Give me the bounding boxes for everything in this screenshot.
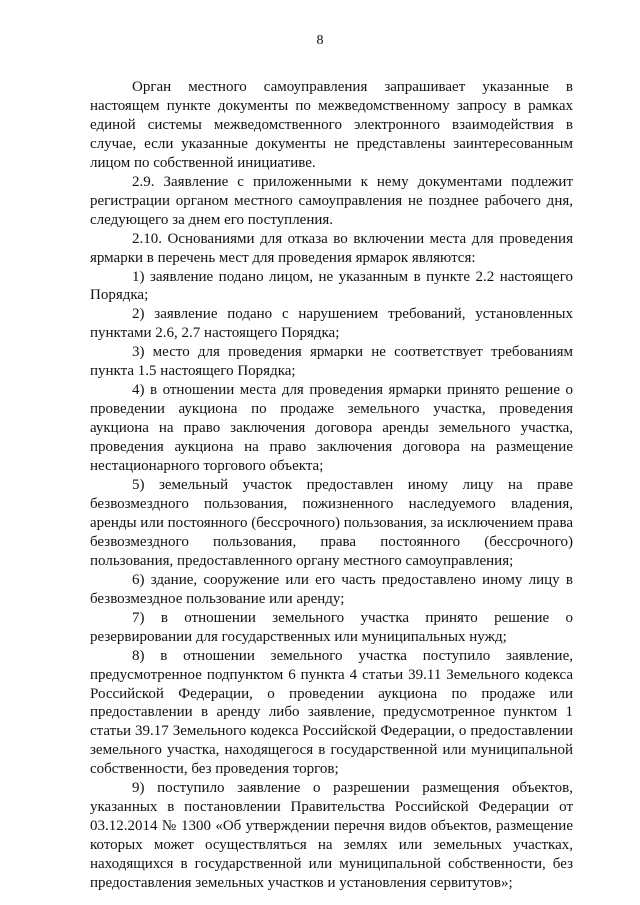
list-item-9: 9) поступило заявление о разрешении размещения объектов, указанных в постановлении Правительства Российской Федерации от 03.12.2014 № 1300 «Об утверждении перечня видов объектов, размещение которых может осуществляться на землях или земельных участках, находящихся в государственной или муниципальной собственности, без предоставления земельных участков и установления сервитутов»;: [90, 780, 573, 892]
list-item-2: 2) заявление подано с нарушением требований, установленных пунктами 2.6, 2.7 настоящего Порядка;: [90, 306, 573, 342]
list-item-5: 5) земельный участок предоставлен иному лицу на праве безвозмездного пользования, пожизненного наследуемого владения, аренды или постоянного (бессрочного) пользования, за исключением права безвозмездного пользования, права постоянного (бессрочного) пользования, предоставленного органу местного самоуправления;: [90, 477, 573, 569]
page-number: 8: [316, 33, 324, 48]
list-item-3: 3) место для проведения ярмарки не соответствует требованиям пункта 1.5 настоящего Порядка;: [90, 344, 573, 380]
document-body: [90, 78, 573, 893]
list-item-7: 7) в отношении земельного участка принято решение о резервировании для государственных или муниципальных нужд;: [90, 609, 573, 645]
paragraph-request-note: Орган местного самоуправления запрашивает указанные в настоящем пункте документы по межведомственному запросу в рамках единой системы межведомственного электронного взаимодействия в случае, если указанные документы не представлены заинтересованным лицом по собственной инициативе.: [90, 79, 573, 171]
list-item-4: 4) в отношении места для проведения ярмарки принято решение о проведении аукциона по продаже земельного участка, проведения аукциона на право заключения договора аренды земельного участка, проведения аукциона на право заключения договора на размещение нестационарного торгового объекта;: [90, 382, 573, 475]
list-item-1: 1) заявление подано лицом, не указанным в пункте 2.2 настоящего Порядка;: [90, 268, 573, 304]
list-item-6: 6) здание, сооружение или его часть предоставлено иному лицу в безвозмездное пользование или аренду;: [90, 571, 573, 607]
list-item-8: 8) в отношении земельного участка поступило заявление, предусмотренное подпунктом 6 пункта 4 статьи 39.11 Земельного кодекса Российской Федерации, о проведении аукциона по продаже или предоставлении в аренду либо заявление, предусмотренное пунктом 1 статьи 39.17 Земельного кодекса Российской Федерации, о предоставлении земельного участка, находящегося в государственной или муниципальной собственности, без проведения торгов;: [90, 647, 573, 778]
paragraph-2-9: 2.9. Заявление с приложенными к нему документами подлежит регистрации органом местного самоуправления не позднее рабочего дня, следующего за днем его поступления.: [90, 173, 573, 228]
paragraph-2-10: 2.10. Основаниями для отказа во включении места для проведения ярмарки в перечень мест для проведения ярмарок являются:: [90, 230, 573, 266]
